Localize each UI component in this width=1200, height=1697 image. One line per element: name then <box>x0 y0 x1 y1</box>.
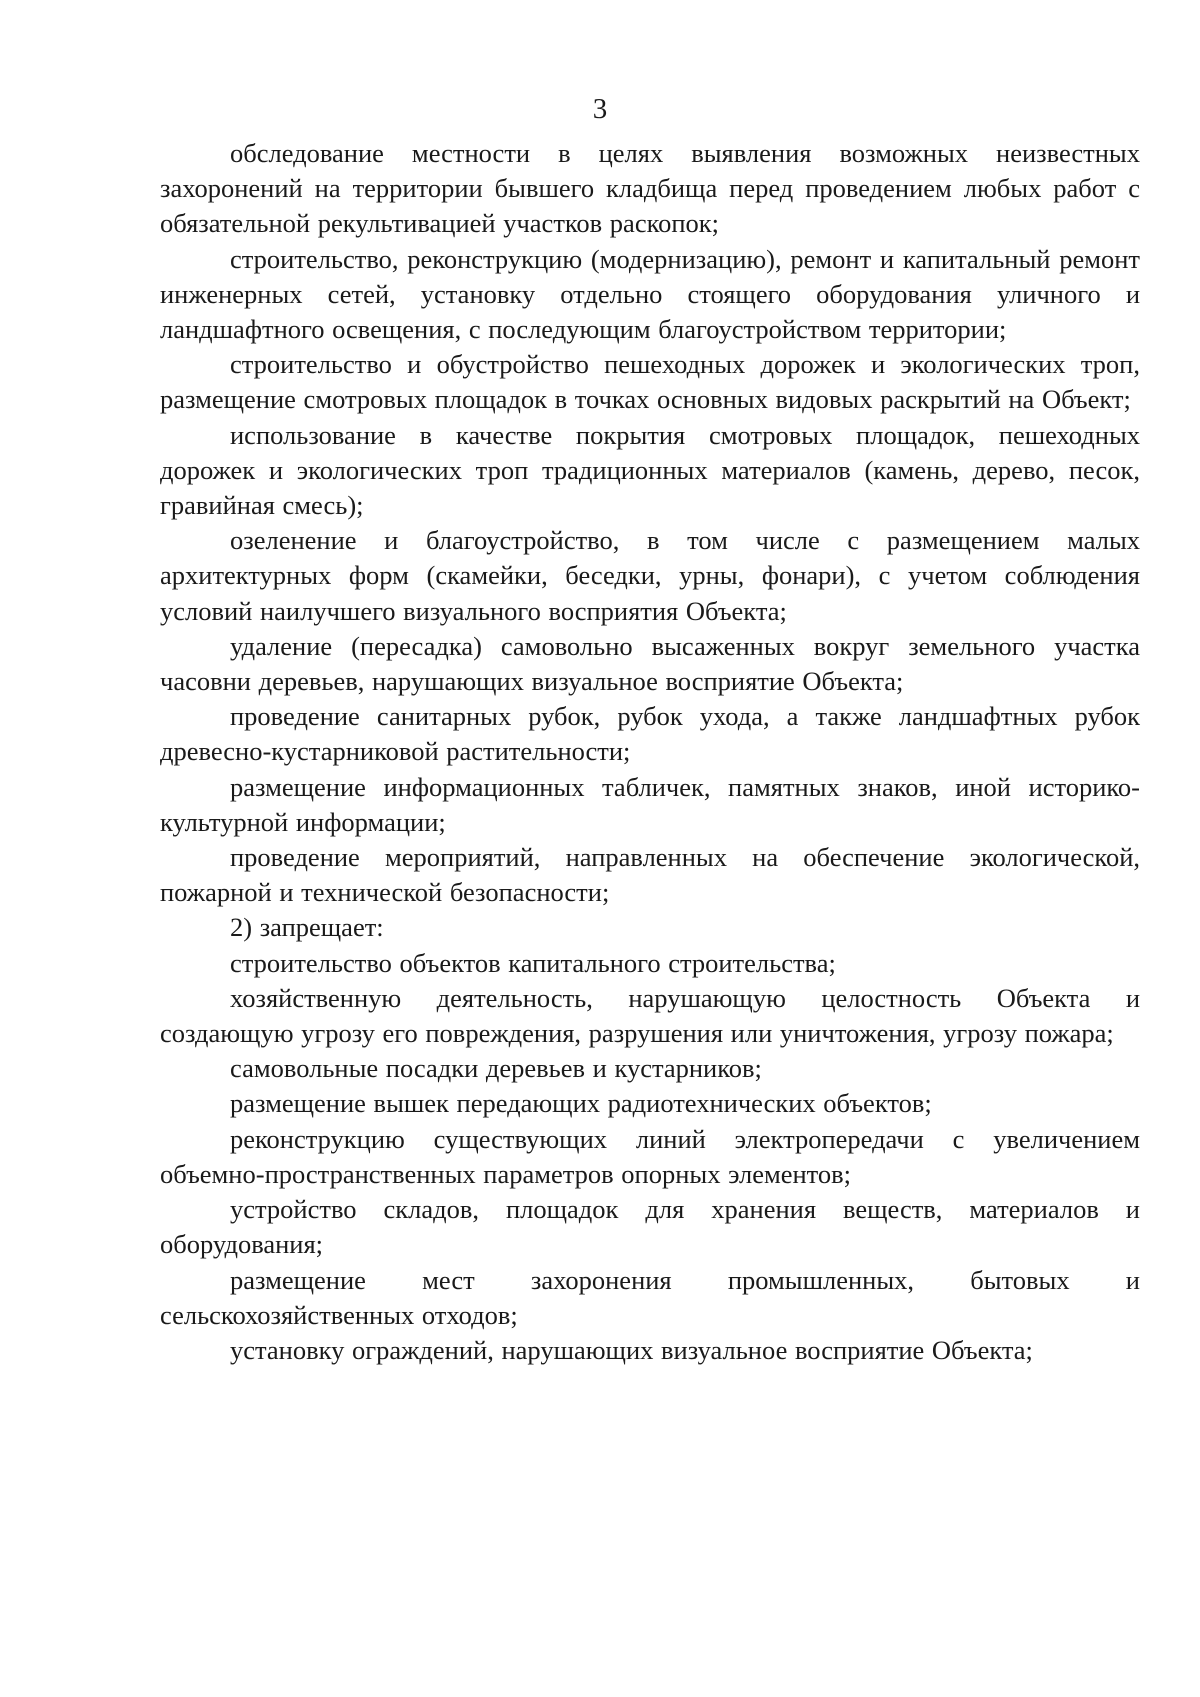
paragraph-unauthorized-planting: самовольные посадки деревьев и кустарников; <box>230 1053 762 1084</box>
paragraph-info-signs: размещение информационных табличек, памятных знаков, иной историко- культурной информации; <box>160 771 1140 837</box>
paragraph-engineering-networks: строительство, реконструкцию (модернизацию), ремонт и капитальный ремонт инженерных сетей, установку отдельно стоящего оборудования уличного и ландшафтного освещения, с последующим благоустройством территории; <box>160 243 1140 345</box>
paragraph-tree-removal: удаление (пересадка) самовольно высаженных вокруг земельного участка часовни деревьев, нарушающих визуальное восприятие Объекта; <box>160 630 1140 697</box>
paragraph-footpaths: строительство и обустройство пешеходных дорожек и экологических троп, размещение смотровых площадок в точках основных видовых раскрытий на Объект; <box>160 349 1140 415</box>
paragraph-warehouses: устройство складов, площадок для хранения веществ, материалов и оборудования; <box>160 1194 1140 1260</box>
paragraph-waste-disposal: размещение мест захоронения промышленных, бытовых и сельскохозяйственных отходов; <box>160 1264 1140 1330</box>
document-body <box>160 136 1140 1368</box>
paragraph-landscaping: озеленение и благоустройство, в том числе с размещением малых архитектурных форм (скамейки, беседки, урны, фонари), с учетом соблюдения условий наилучшего визуального восприятия Объекта; <box>160 525 1140 626</box>
paragraph-radio-towers: размещение вышек передающих радиотехнических объектов; <box>230 1088 932 1119</box>
paragraph-materials: использование в качестве покрытия смотровых площадок, пешеходных дорожек и экологических троп традиционных материалов (камень, дерево, песок, гравийная смесь); <box>160 419 1140 521</box>
paragraph-sanitary-felling: проведение санитарных рубок, рубок ухода, а также ландшафтных рубок древесно-кустарниковой растительности; <box>160 701 1140 767</box>
paragraph-survey: обследование местности в целях выявления возможных неизвестных захоронений на территории бывшего кладбища перед проведением любых работ с обязательной рекультивацией участков раскопок; <box>160 138 1140 239</box>
paragraph-capital-construction: строительство объектов капитального строительства; <box>230 947 836 978</box>
page-number: 3 <box>592 93 608 125</box>
paragraph-power-lines: реконструкцию существующих линий электропередачи с увеличением объемно-пространственных параметров опорных элементов; <box>160 1123 1140 1189</box>
paragraph-safety-measures: проведение мероприятий, направленных на обеспечение экологической, пожарной и технической безопасности; <box>160 842 1140 908</box>
paragraph-fences: установку ограждений, нарушающих визуальное восприятие Объекта; <box>230 1334 1033 1365</box>
paragraph-economic-activity: хозяйственную деятельность, нарушающую целостность Объекта и создающую угрозу его повреждения, разрушения или уничтожения, угрозу пожара; <box>160 982 1140 1049</box>
section-heading-prohibits: 2) запрещает: <box>230 912 384 943</box>
